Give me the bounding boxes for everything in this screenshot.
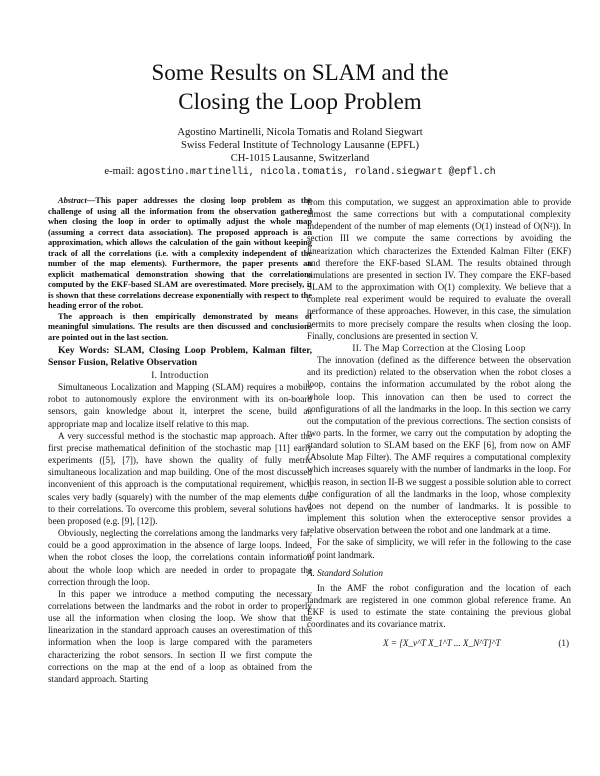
author-names: Agostino Martinelli, Nicola Tomatis and Roland Siegwart — [177, 127, 423, 138]
section-heading-introduction: I. Introduction — [151, 370, 209, 380]
equation-number: (1) — [558, 638, 569, 649]
paragraph: A very successful method is the stochastic map approach. After the first precise mathematical definition of the stochastic map [11] early experiments ([5], [7]), have shown the quality of fully metric simultaneous localization and map building. One of the most discussed inconvenient of this approach is the computational requirement, which scales very badly (squarely) with the number of the map elements due to their correlations. To overcome this problem, several solutions have been proposed (e.g. [9], [12]). — [48, 430, 312, 526]
paragraph: In this paper we introduce a method computing the necessary correlations between the landmarks and the robot in order to properly use all the information when closing the loop. We show that the linearization in the standard approach causes an overestimation of this information when the loop is large compared with the parameters characterizing the robot sensors. In section II we first compute the corrections on the map at the end of a loop as obtained from the standard approach. Starting — [48, 588, 312, 684]
equation-body: X = [X_v^T X_1^T ... X_N^T]^T — [383, 638, 501, 649]
author-block — [0, 126, 600, 178]
abstract — [48, 196, 312, 343]
email-address: agostino.martinelli, nicola.tomatis, roland.siegwart @epfl.ch — [137, 166, 496, 177]
paragraph: Simultaneous Localization and Mapping (SLAM) requires a mobile robot to autonomously explore the environment with its on-board sensors, gain knowledge about it, interpret the scene, build an appropriate map and localize itself relative to this map. — [48, 382, 312, 429]
address: CH-1015 Lausanne, Switzerland — [230, 153, 370, 164]
left-column — [48, 196, 312, 685]
abstract-text: —This paper addresses the closing loop problem as the challenge of using all the information from the observation gathered when closing the loop in order to optimally adjust the whole map (assuming a correct data association). The proposed approach is an approximation, which allows the calculation of the gain without keeping track of all the correlations (i.e. with a complexity independent of the number of the map elements). Furthermore, the paper presents an explicit mathematical demonstration showing that the correlations computed by the EKF-based SLAM are overestimated. More precisely, it is shown that these correlations decrease exponentially with respect to the heading error of the robot. — [48, 196, 312, 310]
email-line — [0, 165, 600, 178]
abstract-text-2: The approach is then empirically demonstrated by means of meaningful simulations. The results are then discussed and conclusions are pointed out in the last section. — [48, 311, 312, 342]
paragraph: Obviously, neglecting the correlations among the landmarks very far, could be a good approximation in the absence of large loops. Indeed, when the robot closes the loop, the correlations contain information about the whole loop which are needed in order to propagate the correction through the loop. — [48, 528, 312, 587]
email-label: e-mail: — [104, 166, 135, 177]
paragraph: For the sake of simplicity, we will refer in the following to the case of point landmark. — [307, 537, 571, 560]
title-line-2: Closing the Loop Problem — [178, 89, 422, 114]
right-column — [307, 196, 571, 652]
section-heading-map-correction: II. The Map Correction at the Closing Loop — [352, 342, 526, 353]
equation-1 — [307, 636, 571, 652]
subsection-heading-standard-solution: A. Standard Solution — [307, 567, 383, 578]
paragraph: from this computation, we suggest an approximation able to provide almost the same corrections but with a computational complexity independent of the number of map elements (O(1) instead of O(N²)). In section III we compute the same corrections by avoiding the linearization which characterizes the Extended Kalman Filter (EKF) and therefore the EKF-based SLAM. The results obtained through simulations are presented in section IV. They compare the EKF-based SLAM to the approximation with O(1) complexity. We believe that a complete real experiment would be required to evaluate the overall performance of these approaches. However, in this case, the simulation permits to more precisely compare the results when closing the loop. Finally, conclusions are presented in section V. — [307, 197, 571, 341]
paper-title — [0, 58, 600, 116]
paragraph: The innovation (defined as the difference between the observation and its prediction) related to the observation when the robot closes a loop, contains the information accumulated by the robot along the whole loop. This innovation can then be used to correct the configurations of all the landmarks in the loop. In this section we carry out the computation of the previous corrections. The section consists of two parts. In the former, we carry out the computation by adopting the standard solution to SLAM based on the EKF [6], from now on AMF (Absolute Map Filter). The AMF requires a computational complexity which increases squarely with the number of landmarks in the loop. For this reason, in section II-B we suggest a possible solution able to correct the configuration of all the landmarks in the loop, whose complexity does not depend on the number of landmarks. It is possible to implement this solution when the exteroceptive sensor provides a relative observation between the robot and one landmark at a time. — [307, 355, 571, 536]
paragraph: In the AMF the robot configuration and the location of each landmark are registered in one common global reference frame. An EKF is used to estimate the state containing the previous global coordinates and its covariance matrix. — [307, 582, 571, 630]
keywords: Key Words: SLAM, Closing Loop Problem, Kalman filter, Sensor Fusion, Relative Observation — [48, 345, 312, 368]
abstract-label: Abstract — [58, 196, 87, 205]
title-line-1: Some Results on SLAM and the — [151, 60, 449, 85]
affiliation: Swiss Federal Institute of Technology Lausanne (EPFL) — [181, 140, 419, 151]
